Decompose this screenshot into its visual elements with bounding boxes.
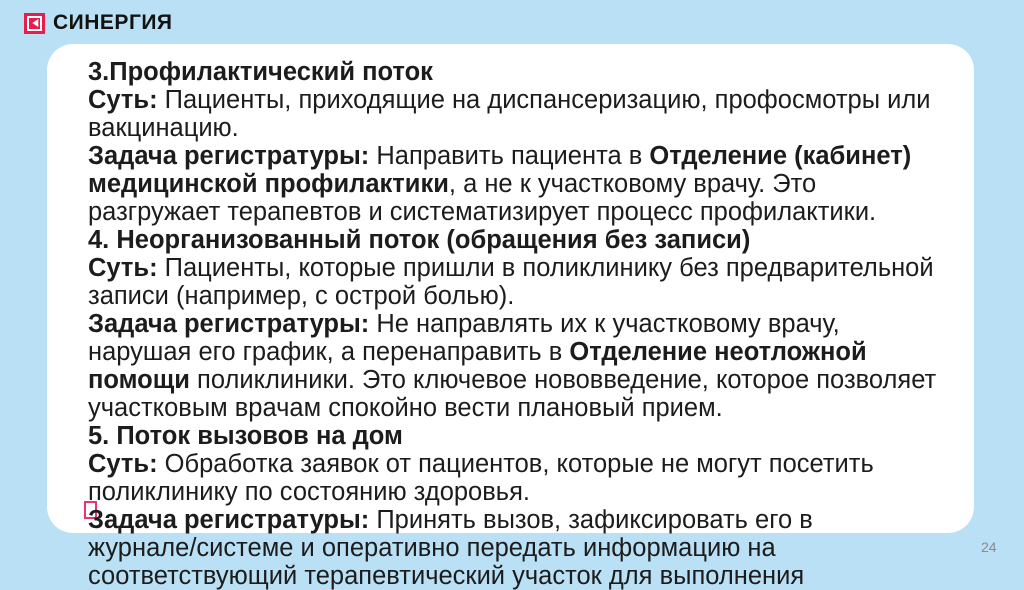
text-line: записи (например, с острой болью). xyxy=(88,282,515,310)
text-line: 5. Поток вызовов на дом xyxy=(88,422,403,450)
text-line: журнале/системе и оперативно передать информацию на xyxy=(88,534,776,562)
synergy-back-chevron-icon xyxy=(24,13,45,34)
text-line: вакцинацию. xyxy=(88,114,239,142)
text-line: разгружает терапевтов и систематизирует процесс профилактики. xyxy=(88,198,877,226)
text-line: Задача регистратуры: Не направлять их к участковому врачу, xyxy=(88,310,840,338)
slide-page-number: 24 xyxy=(981,539,997,555)
text-line: соответствующий терапевтический участок для выполнения xyxy=(88,562,805,590)
slide-text-block xyxy=(88,58,936,590)
text-line: Суть: Обработка заявок от пациентов, которые не могут посетить xyxy=(88,450,874,478)
text-line: 3.Профилактический поток xyxy=(88,58,433,86)
text-line: поликлинику по состоянию здоровья. xyxy=(88,478,530,506)
text-line: Суть: Пациенты, приходящие на диспансеризацию, профосмотры или xyxy=(88,86,931,114)
text-line: Задача регистратуры: Направить пациента в Отделение (кабинет) xyxy=(88,142,912,170)
text-line: нарушая его график, а перенаправить в Отделение неотложной xyxy=(88,338,867,366)
left-triangle-glyph xyxy=(32,19,38,27)
logo-text: СИНЕРГИЯ xyxy=(53,11,173,34)
text-line: помощи поликлиники. Это ключевое нововведение, которое позволяет xyxy=(88,366,937,394)
text-line: участковым врачам спокойно вести плановый прием. xyxy=(88,394,723,422)
text-line: медицинской профилактики, а не к участковому врачу. Это xyxy=(88,170,817,198)
app-logo xyxy=(24,11,173,35)
text-line: 4. Неорганизованный поток (обращения без записи) xyxy=(88,226,751,254)
text-line: Задача регистратуры: Принять вызов, зафиксировать его в xyxy=(88,506,813,534)
text-line: Суть: Пациенты, которые пришли в поликлинику без предварительной xyxy=(88,254,934,282)
